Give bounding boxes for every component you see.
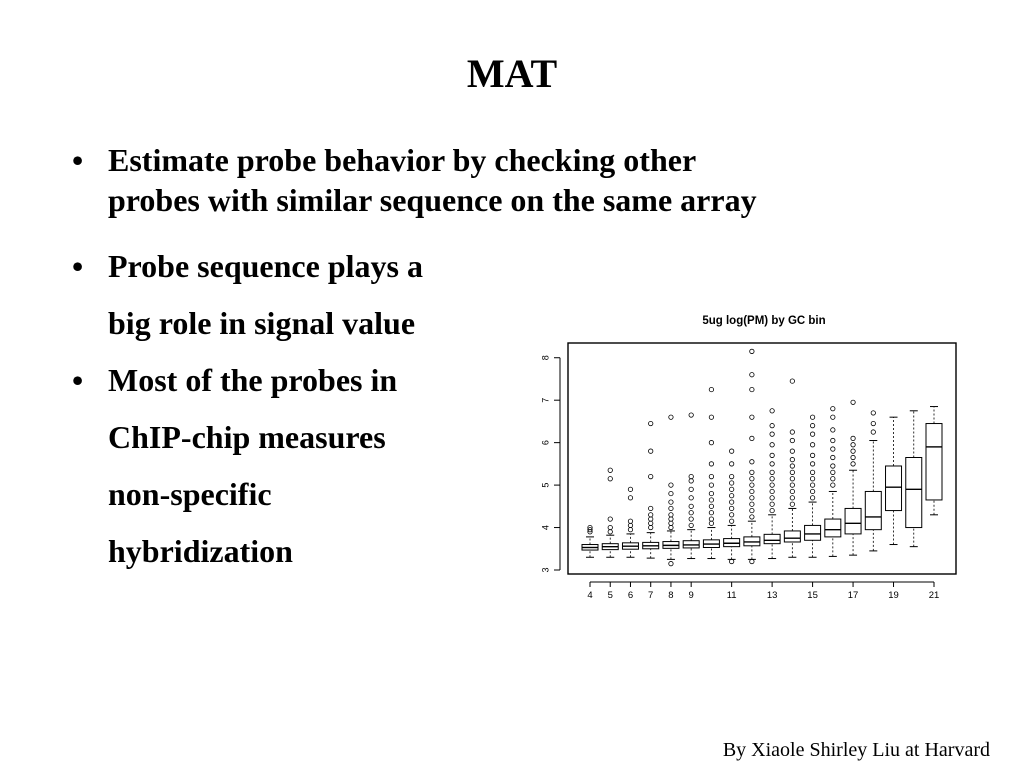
outlier-point bbox=[790, 449, 794, 453]
outlier-point bbox=[790, 470, 794, 474]
box-iqr bbox=[825, 519, 841, 537]
outlier-point bbox=[790, 457, 794, 461]
bullet-dot-icon: • bbox=[72, 142, 84, 178]
outlier-point bbox=[770, 489, 774, 493]
bullet-text-line: non-specific bbox=[108, 476, 272, 512]
outlier-point bbox=[689, 474, 693, 478]
outlier-point bbox=[649, 421, 653, 425]
box-group bbox=[703, 387, 719, 558]
outlier-point bbox=[649, 521, 653, 525]
outlier-point bbox=[750, 489, 754, 493]
outlier-point bbox=[729, 474, 733, 478]
outlier-point bbox=[831, 477, 835, 481]
outlier-point bbox=[750, 508, 754, 512]
outlier-point bbox=[750, 515, 754, 519]
outlier-point bbox=[729, 449, 733, 453]
outlier-point bbox=[628, 519, 632, 523]
x-tick-label: 21 bbox=[928, 590, 940, 601]
outlier-point bbox=[689, 517, 693, 521]
outlier-point bbox=[669, 415, 673, 419]
outlier-point bbox=[831, 470, 835, 474]
outlier-point bbox=[689, 413, 693, 417]
x-tick-label: 8 bbox=[668, 590, 674, 601]
outlier-point bbox=[709, 498, 713, 502]
outlier-point bbox=[750, 349, 754, 353]
outlier-point bbox=[669, 517, 673, 521]
outlier-point bbox=[608, 468, 612, 472]
outlier-point bbox=[770, 477, 774, 481]
box-group bbox=[764, 409, 780, 559]
outlier-point bbox=[871, 421, 875, 425]
bullet-text-line: probes with similar sequence on the same array bbox=[108, 182, 757, 218]
outlier-point bbox=[750, 373, 754, 377]
outlier-point bbox=[851, 400, 855, 404]
outlier-point bbox=[729, 500, 733, 504]
outlier-point bbox=[851, 462, 855, 466]
outlier-point bbox=[729, 506, 733, 510]
outlier-point bbox=[669, 506, 673, 510]
outlier-point bbox=[810, 470, 814, 474]
bullet-dot-icon: • bbox=[72, 248, 84, 284]
box-group bbox=[906, 411, 922, 547]
outlier-point bbox=[709, 510, 713, 514]
outlier-point bbox=[810, 415, 814, 419]
outlier-point bbox=[851, 455, 855, 459]
outlier-point bbox=[851, 449, 855, 453]
box-group bbox=[663, 415, 679, 566]
outlier-point bbox=[871, 430, 875, 434]
outlier-point bbox=[770, 462, 774, 466]
outlier-point bbox=[790, 438, 794, 442]
outlier-point bbox=[770, 502, 774, 506]
outlier-point bbox=[770, 483, 774, 487]
outlier-point bbox=[709, 387, 713, 391]
outlier-point bbox=[851, 443, 855, 447]
outlier-point bbox=[608, 477, 612, 481]
y-tick-label: 8 bbox=[540, 355, 551, 361]
x-tick-label: 4 bbox=[587, 590, 593, 601]
outlier-point bbox=[729, 481, 733, 485]
outlier-point bbox=[770, 508, 774, 512]
outlier-point bbox=[770, 453, 774, 457]
outlier-point bbox=[669, 521, 673, 525]
y-tick-label: 7 bbox=[540, 397, 551, 403]
x-tick-label: 9 bbox=[688, 590, 694, 601]
outlier-point bbox=[709, 440, 713, 444]
outlier-point bbox=[649, 449, 653, 453]
outlier-point bbox=[729, 494, 733, 498]
bullet-text-line: big role in signal value bbox=[108, 305, 416, 341]
outlier-point bbox=[669, 491, 673, 495]
outlier-point bbox=[709, 521, 713, 525]
outlier-point bbox=[689, 496, 693, 500]
box-iqr bbox=[845, 508, 861, 533]
outlier-point bbox=[831, 464, 835, 468]
outlier-point bbox=[770, 443, 774, 447]
outlier-point bbox=[750, 436, 754, 440]
box-group bbox=[744, 349, 760, 564]
outlier-point bbox=[729, 519, 733, 523]
outlier-point bbox=[831, 455, 835, 459]
box-group bbox=[602, 468, 618, 557]
outlier-point bbox=[649, 513, 653, 517]
outlier-point bbox=[709, 474, 713, 478]
outlier-point bbox=[608, 525, 612, 529]
chart-title: 5ug log(PM) by GC bin bbox=[702, 315, 826, 327]
bullet-text-line: Probe sequence plays a bbox=[108, 248, 423, 284]
gc-bin-boxplot bbox=[520, 300, 980, 610]
outlier-point bbox=[790, 464, 794, 468]
x-tick-label: 11 bbox=[726, 590, 737, 601]
outlier-point bbox=[689, 479, 693, 483]
outlier-point bbox=[750, 502, 754, 506]
y-tick-label: 3 bbox=[540, 567, 551, 573]
outlier-point bbox=[709, 462, 713, 466]
box-group bbox=[724, 449, 740, 564]
outlier-point bbox=[810, 423, 814, 427]
box-group bbox=[845, 400, 861, 555]
outlier-point bbox=[669, 525, 673, 529]
x-tick-label: 6 bbox=[627, 590, 634, 601]
outlier-point bbox=[709, 504, 713, 508]
outlier-point bbox=[851, 436, 855, 440]
box-group bbox=[926, 407, 942, 515]
outlier-point bbox=[729, 513, 733, 517]
outlier-point bbox=[669, 483, 673, 487]
outlier-point bbox=[750, 470, 754, 474]
outlier-point bbox=[831, 415, 835, 419]
outlier-point bbox=[628, 523, 632, 527]
outlier-point bbox=[709, 491, 713, 495]
outlier-point bbox=[831, 447, 835, 451]
outlier-point bbox=[608, 517, 612, 521]
outlier-point bbox=[750, 387, 754, 391]
outlier-point bbox=[790, 430, 794, 434]
outlier-point bbox=[871, 411, 875, 415]
bullet-text-line: Most of the probes in bbox=[108, 362, 398, 398]
outlier-point bbox=[689, 487, 693, 491]
bullet-dot-icon: • bbox=[72, 362, 84, 398]
outlier-point bbox=[770, 470, 774, 474]
box-group bbox=[784, 379, 800, 557]
bullet-text-line: Estimate probe behavior by checking other bbox=[108, 142, 697, 178]
box-iqr bbox=[926, 424, 942, 500]
outlier-point bbox=[790, 496, 794, 500]
x-tick-label: 7 bbox=[648, 590, 654, 601]
plot-frame bbox=[568, 343, 956, 574]
outlier-point bbox=[729, 559, 733, 563]
outlier-point bbox=[750, 415, 754, 419]
outlier-point bbox=[628, 487, 632, 491]
y-axis bbox=[540, 355, 560, 572]
y-tick-label: 5 bbox=[540, 482, 551, 488]
box-group bbox=[582, 525, 598, 557]
outlier-point bbox=[810, 462, 814, 466]
box-group bbox=[683, 413, 699, 559]
outlier-point bbox=[831, 483, 835, 487]
outlier-point bbox=[689, 510, 693, 514]
bullet-text-line: ChIP-chip measures bbox=[108, 419, 386, 455]
outlier-point bbox=[709, 483, 713, 487]
outlier-point bbox=[669, 500, 673, 504]
outlier-point bbox=[649, 474, 653, 478]
x-axis bbox=[587, 582, 939, 601]
outlier-point bbox=[729, 487, 733, 491]
box-iqr bbox=[764, 534, 780, 543]
box-group bbox=[825, 406, 841, 556]
outlier-point bbox=[669, 513, 673, 517]
outlier-point bbox=[810, 477, 814, 481]
box-group bbox=[865, 411, 881, 551]
outlier-point bbox=[628, 496, 632, 500]
outlier-point bbox=[750, 460, 754, 464]
outlier-point bbox=[709, 517, 713, 521]
box-iqr bbox=[906, 458, 922, 528]
outlier-point bbox=[750, 496, 754, 500]
box-group bbox=[643, 421, 659, 558]
footer-credit: By Xiaole Shirley Liu at Harvard bbox=[722, 739, 990, 761]
outlier-point bbox=[649, 506, 653, 510]
x-tick-label: 17 bbox=[847, 590, 859, 601]
outlier-point bbox=[628, 527, 632, 531]
outlier-point bbox=[790, 502, 794, 506]
outlier-point bbox=[810, 453, 814, 457]
outlier-point bbox=[810, 432, 814, 436]
outlier-point bbox=[831, 438, 835, 442]
box-iqr bbox=[784, 531, 800, 542]
outlier-point bbox=[770, 496, 774, 500]
outlier-point bbox=[831, 428, 835, 432]
outlier-point bbox=[790, 477, 794, 481]
outlier-point bbox=[831, 406, 835, 410]
x-tick-label: 19 bbox=[888, 590, 899, 601]
outlier-point bbox=[709, 415, 713, 419]
box-iqr bbox=[865, 491, 881, 529]
outlier-point bbox=[790, 379, 794, 383]
outlier-point bbox=[790, 489, 794, 493]
outlier-point bbox=[750, 559, 754, 563]
outlier-point bbox=[729, 462, 733, 466]
outlier-point bbox=[790, 483, 794, 487]
outlier-point bbox=[608, 530, 612, 534]
outlier-point bbox=[770, 432, 774, 436]
outlier-point bbox=[689, 504, 693, 508]
box-iqr bbox=[805, 525, 821, 540]
outlier-point bbox=[649, 517, 653, 521]
x-tick-label: 5 bbox=[607, 590, 613, 601]
y-tick-label: 4 bbox=[540, 525, 551, 531]
box-group bbox=[886, 417, 902, 544]
bullet-text-line: hybridization bbox=[108, 533, 293, 569]
outlier-point bbox=[770, 409, 774, 413]
outlier-point bbox=[689, 523, 693, 527]
outlier-point bbox=[810, 489, 814, 493]
box-group bbox=[805, 415, 821, 557]
x-tick-label: 15 bbox=[807, 590, 818, 601]
box-group bbox=[622, 487, 638, 557]
outlier-point bbox=[750, 483, 754, 487]
x-tick-label: 13 bbox=[766, 590, 778, 601]
outlier-point bbox=[810, 483, 814, 487]
outlier-point bbox=[810, 443, 814, 447]
outlier-point bbox=[810, 496, 814, 500]
outlier-point bbox=[770, 423, 774, 427]
outlier-point bbox=[669, 561, 673, 565]
slide-title: MAT bbox=[466, 51, 558, 96]
box-iqr bbox=[886, 466, 902, 511]
y-tick-label: 6 bbox=[540, 440, 551, 446]
boxes-layer bbox=[582, 349, 942, 566]
outlier-point bbox=[750, 477, 754, 481]
outlier-point bbox=[649, 525, 653, 529]
